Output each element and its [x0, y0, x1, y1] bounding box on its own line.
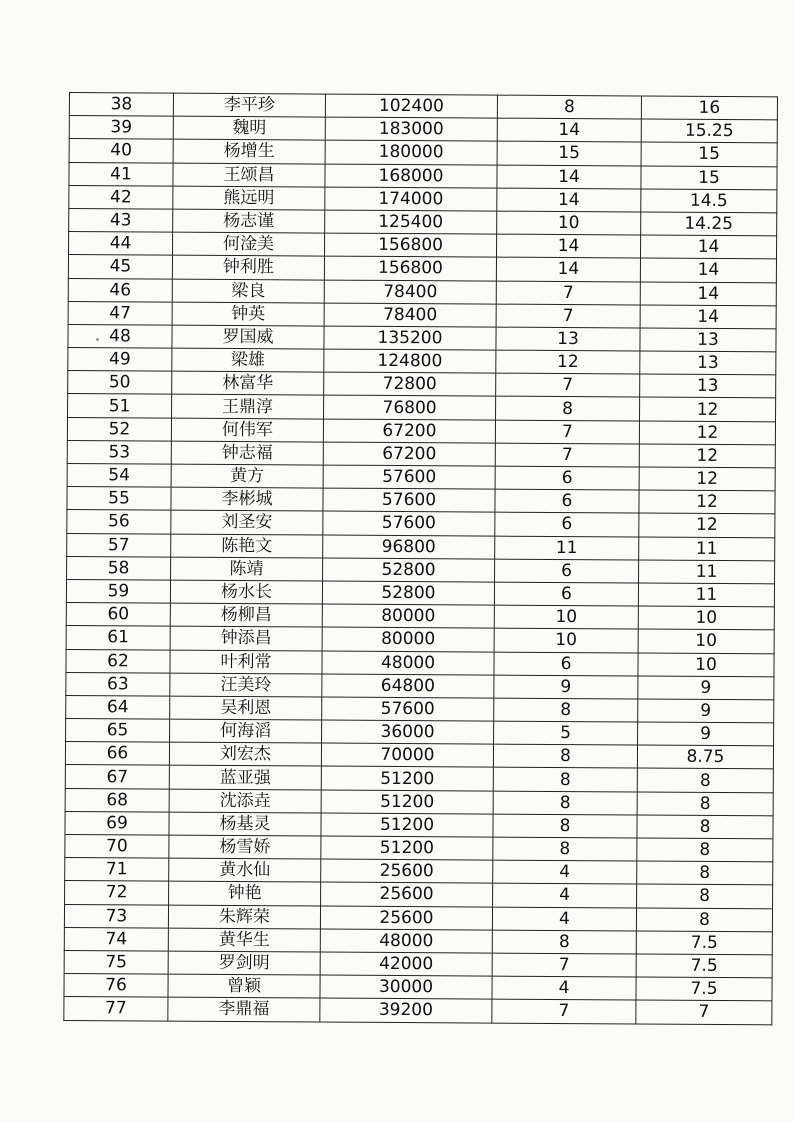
- count-cell: 6: [495, 559, 639, 583]
- amount-cell: 52800: [323, 558, 495, 582]
- amount-cell: 180000: [325, 140, 497, 164]
- amount-cell: 124800: [324, 349, 496, 373]
- name-cell: 曾颖: [168, 974, 320, 998]
- row-number-cell: 51: [68, 394, 172, 418]
- name-cell: 杨柳昌: [170, 603, 322, 627]
- amount-cell: 57600: [323, 488, 495, 512]
- name-cell: 沈添垚: [169, 789, 321, 813]
- row-number-cell: 43: [69, 208, 173, 232]
- amount-cell: 51200: [321, 766, 493, 790]
- count-cell: 13: [496, 327, 640, 351]
- name-cell: 黄方: [171, 464, 323, 488]
- name-cell: 杨基灵: [169, 812, 321, 836]
- amount-cell: 67200: [323, 442, 495, 466]
- count-cell: 9: [494, 675, 638, 699]
- row-number-cell: 58: [67, 556, 171, 580]
- row-number-cell: 49: [68, 348, 172, 372]
- score-cell: 10: [638, 629, 774, 653]
- name-cell: 杨雪娇: [169, 835, 321, 859]
- count-cell: 4: [492, 976, 636, 1000]
- name-cell: 林富华: [172, 371, 324, 395]
- row-number-cell: 70: [65, 834, 169, 858]
- row-number-cell: 67: [65, 765, 169, 789]
- name-cell: 汪美玲: [170, 673, 322, 697]
- name-cell: 李彬城: [171, 487, 323, 511]
- count-cell: 6: [495, 512, 639, 536]
- row-number-cell: 55: [67, 487, 171, 511]
- score-cell: 14: [640, 305, 776, 329]
- name-cell: 李平珍: [173, 93, 325, 117]
- amount-cell: 52800: [322, 581, 494, 605]
- row-number-cell: 50: [68, 371, 172, 395]
- amount-cell: 72800: [324, 372, 496, 396]
- table-row: [64, 997, 772, 1025]
- table-body: [64, 93, 778, 1025]
- score-cell: 10: [638, 606, 774, 630]
- row-number-cell: 64: [66, 695, 170, 719]
- score-cell: 12: [639, 467, 775, 491]
- name-cell: 杨志谨: [173, 209, 325, 233]
- amount-cell: 25600: [320, 906, 492, 930]
- amount-cell: 51200: [321, 836, 493, 860]
- name-cell: 梁雄: [172, 348, 324, 372]
- count-cell: 7: [496, 373, 640, 397]
- count-cell: 8: [493, 814, 637, 838]
- count-cell: 7: [495, 443, 639, 467]
- score-cell: 16: [641, 96, 777, 120]
- amount-cell: 156800: [325, 233, 497, 257]
- row-number-cell: 73: [64, 904, 168, 928]
- name-cell: 李鼎福: [168, 997, 320, 1021]
- row-number-cell: 75: [64, 950, 168, 974]
- amount-cell: 25600: [321, 882, 493, 906]
- row-number-cell: 60: [66, 603, 170, 627]
- name-cell: 何海滔: [170, 719, 322, 743]
- count-cell: 14: [497, 165, 641, 189]
- score-cell: 8.75: [637, 745, 773, 769]
- name-cell: 钟英: [172, 302, 324, 326]
- count-cell: 6: [494, 652, 638, 676]
- score-cell: 9: [638, 676, 774, 700]
- name-cell: 罗国威: [172, 325, 324, 349]
- count-cell: 8: [493, 837, 637, 861]
- amount-cell: 67200: [323, 419, 495, 443]
- name-cell: 梁良: [172, 279, 324, 303]
- row-number-cell: 44: [69, 232, 173, 256]
- data-table: [63, 92, 778, 1025]
- amount-cell: 183000: [325, 117, 497, 141]
- name-cell: 陈靖: [171, 557, 323, 581]
- score-cell: 13: [640, 328, 776, 352]
- score-cell: 7.5: [636, 954, 772, 978]
- amount-cell: 80000: [322, 627, 494, 651]
- score-cell: 15.25: [641, 119, 777, 143]
- score-cell: 13: [640, 351, 776, 375]
- count-cell: 6: [495, 489, 639, 513]
- amount-cell: 64800: [322, 674, 494, 698]
- score-cell: 12: [640, 397, 776, 421]
- name-cell: 何淦美: [173, 232, 325, 256]
- score-cell: 14.25: [641, 212, 777, 236]
- name-cell: 何伟军: [171, 418, 323, 442]
- count-cell: 10: [497, 211, 641, 235]
- count-cell: 14: [497, 188, 641, 212]
- count-cell: 8: [492, 930, 636, 954]
- amount-cell: 48000: [320, 929, 492, 953]
- amount-cell: 36000: [322, 720, 494, 744]
- score-cell: 9: [638, 699, 774, 723]
- name-cell: 罗剑明: [168, 951, 320, 975]
- score-cell: 10: [638, 652, 774, 676]
- name-cell: 叶利常: [170, 650, 322, 674]
- amount-cell: 39200: [320, 998, 492, 1022]
- name-cell: 黄水仙: [169, 858, 321, 882]
- count-cell: 8: [497, 95, 641, 119]
- amount-cell: 30000: [320, 975, 492, 999]
- row-number-cell: 72: [65, 881, 169, 905]
- score-cell: 8: [637, 838, 773, 862]
- name-cell: 杨增生: [173, 140, 325, 164]
- amount-cell: 57600: [322, 697, 494, 721]
- score-cell: 7.5: [636, 931, 772, 955]
- count-cell: 7: [496, 281, 640, 305]
- row-number-cell: 61: [66, 626, 170, 650]
- scan-speck: [96, 338, 99, 341]
- score-cell: 11: [639, 537, 775, 561]
- name-cell: 陈艳文: [171, 534, 323, 558]
- row-number-cell: 52: [67, 417, 171, 441]
- score-cell: 8: [637, 884, 773, 908]
- amount-cell: 78400: [324, 280, 496, 304]
- count-cell: 4: [493, 860, 637, 884]
- amount-cell: 42000: [320, 952, 492, 976]
- count-cell: 7: [492, 953, 636, 977]
- count-cell: 10: [494, 628, 638, 652]
- amount-cell: 25600: [321, 859, 493, 883]
- count-cell: 8: [493, 768, 637, 792]
- count-cell: 12: [496, 350, 640, 374]
- count-cell: 11: [495, 536, 639, 560]
- count-cell: 8: [496, 397, 640, 421]
- name-cell: 钟利胜: [172, 255, 324, 279]
- score-cell: 14: [640, 258, 776, 282]
- score-cell: 11: [638, 583, 774, 607]
- amount-cell: 51200: [321, 813, 493, 837]
- score-cell: 12: [639, 421, 775, 445]
- score-cell: 9: [638, 722, 774, 746]
- row-number-cell: 77: [64, 997, 168, 1021]
- score-cell: 14: [640, 235, 776, 259]
- name-cell: 朱辉荣: [168, 905, 320, 929]
- row-number-cell: 63: [66, 672, 170, 696]
- score-cell: 7.5: [636, 977, 772, 1001]
- score-cell: 13: [640, 374, 776, 398]
- count-cell: 5: [494, 721, 638, 745]
- name-cell: 王鼎淳: [172, 395, 324, 419]
- count-cell: 8: [494, 698, 638, 722]
- score-cell: 15: [641, 142, 777, 166]
- count-cell: 6: [495, 466, 639, 490]
- row-number-cell: 48: [68, 324, 172, 348]
- score-cell: 14.5: [641, 189, 777, 213]
- name-cell: 杨水长: [170, 580, 322, 604]
- row-number-cell: 65: [66, 719, 170, 743]
- amount-cell: 156800: [324, 256, 496, 280]
- name-cell: 钟艳: [169, 881, 321, 905]
- amount-cell: 168000: [325, 164, 497, 188]
- row-number-cell: 56: [67, 510, 171, 534]
- row-number-cell: 47: [68, 301, 172, 325]
- score-cell: 8: [637, 768, 773, 792]
- count-cell: 7: [496, 304, 640, 328]
- name-cell: 刘宏杰: [169, 742, 321, 766]
- row-number-cell: 38: [69, 93, 173, 117]
- count-cell: 14: [496, 234, 640, 258]
- amount-cell: 57600: [323, 511, 495, 535]
- row-number-cell: 46: [68, 278, 172, 302]
- row-number-cell: 74: [64, 927, 168, 951]
- row-number-cell: 53: [67, 440, 171, 464]
- count-cell: 8: [493, 744, 637, 768]
- count-cell: 4: [492, 907, 636, 931]
- score-cell: 8: [636, 908, 772, 932]
- row-number-cell: 57: [67, 533, 171, 557]
- score-cell: 12: [639, 490, 775, 514]
- amount-cell: 135200: [324, 326, 496, 350]
- row-number-cell: 76: [64, 974, 168, 998]
- score-cell: 11: [639, 560, 775, 584]
- count-cell: 10: [494, 605, 638, 629]
- amount-cell: 57600: [323, 465, 495, 489]
- count-cell: 7: [492, 999, 636, 1023]
- count-cell: 6: [494, 582, 638, 606]
- row-number-cell: 45: [68, 255, 172, 279]
- amount-cell: 78400: [324, 303, 496, 327]
- score-cell: 8: [637, 815, 773, 839]
- name-cell: 熊远明: [173, 186, 325, 210]
- score-cell: 12: [639, 444, 775, 468]
- row-number-cell: 66: [65, 742, 169, 766]
- amount-cell: 70000: [321, 743, 493, 767]
- amount-cell: 48000: [322, 651, 494, 675]
- count-cell: 7: [495, 420, 639, 444]
- score-cell: 8: [637, 861, 773, 885]
- row-number-cell: 69: [65, 811, 169, 835]
- amount-cell: 125400: [325, 210, 497, 234]
- row-number-cell: 68: [65, 788, 169, 812]
- amount-cell: 76800: [324, 395, 496, 419]
- row-number-cell: 41: [69, 162, 173, 186]
- name-cell: 黄华生: [168, 928, 320, 952]
- amount-cell: 174000: [325, 187, 497, 211]
- score-cell: 14: [640, 281, 776, 305]
- amount-cell: 80000: [322, 604, 494, 628]
- name-cell: 吴利恩: [170, 696, 322, 720]
- amount-cell: 102400: [325, 94, 497, 118]
- row-number-cell: 71: [65, 858, 169, 882]
- row-number-cell: 40: [69, 139, 173, 163]
- row-number-cell: 42: [69, 185, 173, 209]
- row-number-cell: 62: [66, 649, 170, 673]
- name-cell: 王颂昌: [173, 163, 325, 187]
- count-cell: 14: [497, 118, 641, 142]
- count-cell: 15: [497, 141, 641, 165]
- score-cell: 8: [637, 792, 773, 816]
- name-cell: 魏明: [173, 116, 325, 140]
- score-cell: 7: [636, 1000, 772, 1024]
- count-cell: 8: [493, 791, 637, 815]
- name-cell: 刘圣安: [171, 511, 323, 535]
- amount-cell: 96800: [323, 535, 495, 559]
- score-cell: 15: [641, 166, 777, 190]
- row-number-cell: 39: [69, 116, 173, 140]
- row-number-cell: 54: [67, 463, 171, 487]
- name-cell: 钟添昌: [170, 626, 322, 650]
- count-cell: 4: [493, 883, 637, 907]
- count-cell: 14: [496, 257, 640, 281]
- score-cell: 12: [639, 513, 775, 537]
- amount-cell: 51200: [321, 790, 493, 814]
- row-number-cell: 59: [66, 579, 170, 603]
- name-cell: 钟志福: [171, 441, 323, 465]
- name-cell: 蓝亚强: [169, 766, 321, 790]
